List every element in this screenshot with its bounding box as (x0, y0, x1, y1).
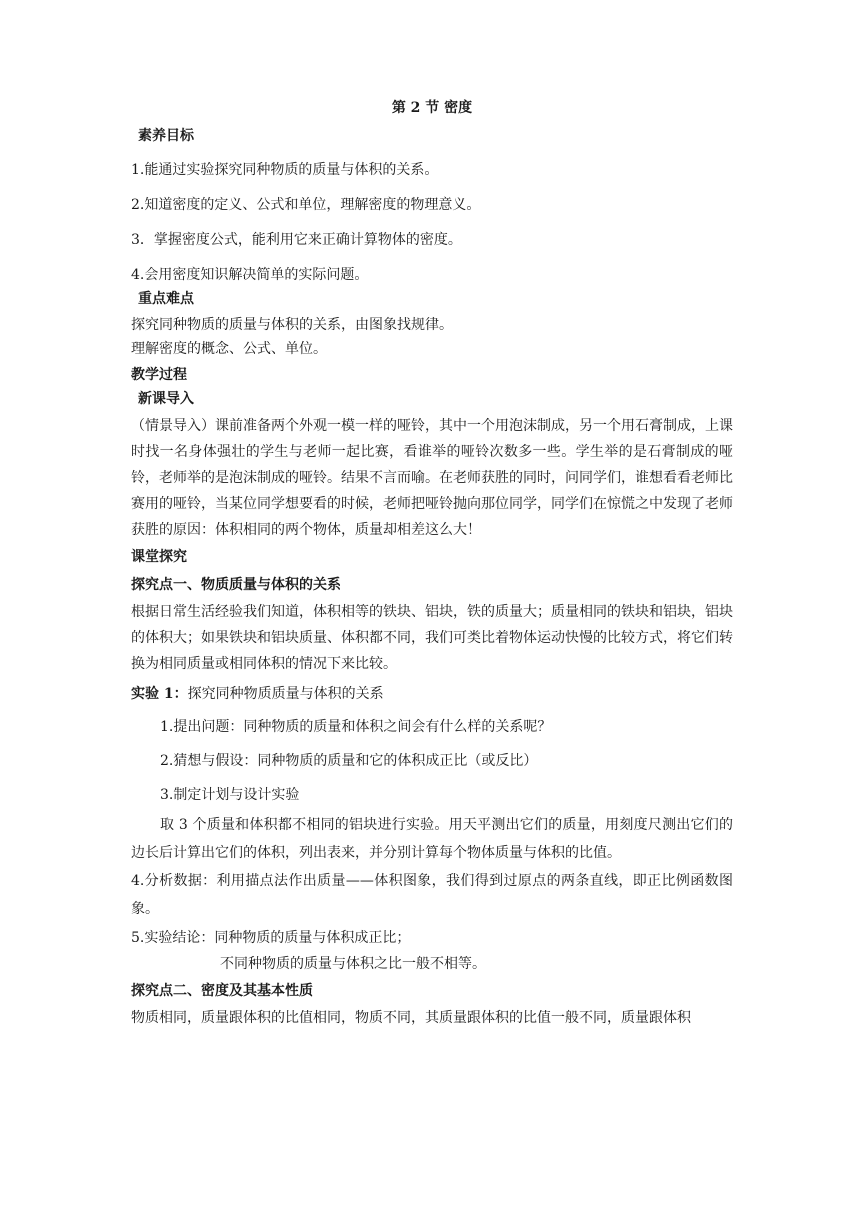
point1-heading: 探究点一、物质质量与体积的关系 (131, 577, 341, 593)
key-point-item: 理解密度的概念、公式、单位。 (131, 341, 327, 357)
intro-paragraph: （情景导入）课前准备两个外观一模一样的哑铃，其中一个用泡沫制成，另一个用石膏制成，上课时找一名身体强壮的学生与老师一起比赛，看谁举的哑铃次数多一些。学生举的是石膏制成的哑铃，老师举的是泡沫制成的哑铃。结果不言而喻。在老师获胜的同时，问同学们，谁想看看老师比赛用的哑铃，当某位同学想要看的时候，老师把哑铃抛向那位同学，同学们在惊慌之中发现了老师获胜的原因：体积相同的两个物体，质量却相差这么大！ (131, 418, 733, 538)
point2-paragraph: 物质相同，质量跟体积的比值相同，物质不同，其质量跟体积的比值一般不同，质量跟体积 (131, 1010, 691, 1026)
goal-item: 4.会用密度知识解决简单的实际问题。 (131, 267, 369, 283)
step-item: 2.猜想与假设：同种物质的质量和它的体积成正比（或反比） (160, 753, 538, 769)
goal-item: 3．掌握密度公式，能利用它来正确计算物体的密度。 (131, 232, 462, 248)
page-title: 第 2 节 密度 (391, 100, 473, 116)
experiment-1-title: 探究同种物质质量与体积的关系 (187, 686, 384, 702)
step-4: 4.分析数据：利用描点法作出质量——体积图象，我们得到过原点的两条直线，即正比例函数图象。 (131, 873, 733, 917)
explore-heading: 课堂探究 (131, 549, 187, 565)
point2-heading: 探究点二、密度及其基本性质 (131, 983, 313, 999)
step-item: 1.提出问题：同种物质的质量和体积之间会有什么样的关系呢？ (160, 719, 552, 735)
goal-item: 2.知道密度的定义、公式和单位，理解密度的物理意义。 (131, 197, 481, 213)
point1-paragraph: 根据日常生活经验我们知道，体积相等的铁块、铝块，铁的质量大；质量相同的铁块和铝块，铝块的体积大；如果铁块和铝块质量、体积都不同，我们可类比着物体运动快慢的比较方式，将它们转换为相同质量或相同体积的情况下来比较。 (131, 604, 733, 672)
goals-heading: 素养目标 (138, 128, 194, 144)
key-points-heading: 重点难点 (138, 291, 194, 307)
intro-heading: 新课导入 (138, 391, 194, 407)
experiment-1-line (131, 681, 733, 707)
experiment-1-label: 实验 1： (131, 686, 188, 702)
step-5: 5.实验结论：同种物质的质量与体积成正比； (131, 930, 411, 946)
plan-paragraph: 取 3 个质量和体积都不相同的铝块进行实验。用天平测出它们的质量，用刻度尺测出它们的边长后计算出它们的体积，列出表来，并分别计算每个物体质量与体积的比值。 (131, 817, 733, 861)
goal-item: 1.能通过实验探究同种物质的质量与体积的关系。 (131, 162, 439, 178)
step-5-continued: 不同种物质的质量与体积之比一般不相等。 (220, 956, 486, 972)
document-page (131, 98, 733, 1031)
process-heading: 教学过程 (131, 367, 187, 383)
step-item: 3.制定计划与设计实验 (160, 787, 300, 803)
key-point-item: 探究同种物质的质量与体积的关系，由图象找规律。 (131, 317, 453, 333)
